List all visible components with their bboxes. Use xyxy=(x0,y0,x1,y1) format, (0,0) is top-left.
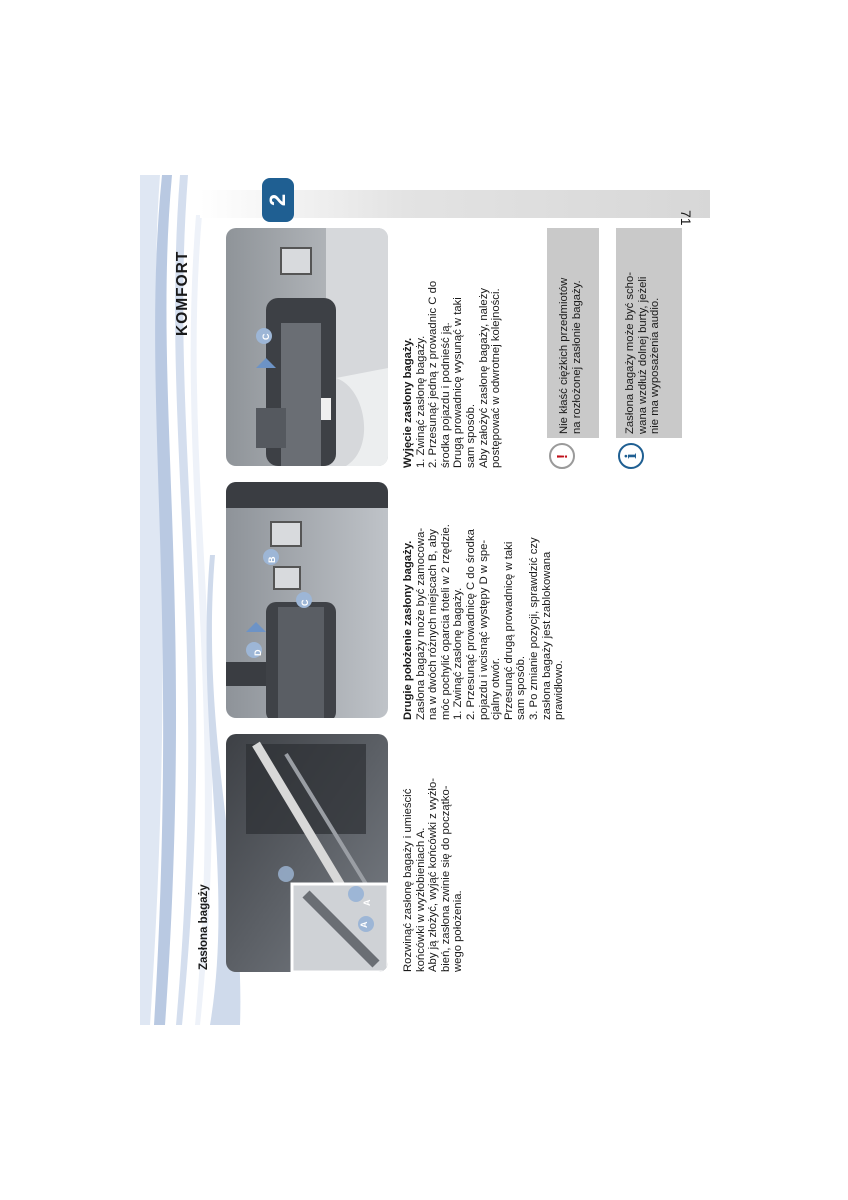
second-position-line: 2. Przesunąć prowadnicę C do środka xyxy=(464,529,477,720)
page-number: 71 xyxy=(678,210,694,226)
label-c: C xyxy=(261,333,271,340)
removal-line: środka pojazdu i podnieść ją. xyxy=(439,322,452,468)
label-c: C xyxy=(300,599,310,606)
label-a: A xyxy=(359,921,369,928)
second-position-line: pojazdu i wcisnąć występy D w spe- xyxy=(477,539,490,720)
label-d: D xyxy=(253,649,263,656)
second-position-line: na w dwóch różnych miejscach B, aby xyxy=(427,529,440,720)
second-position-line: sam sposób. xyxy=(515,655,528,720)
intro-text-block xyxy=(402,732,465,972)
photo-cover-hooks xyxy=(226,734,388,972)
second-position-line: 3. Po zmianie pozycji, sprawdzić czy xyxy=(527,537,540,720)
second-position-line: Zasłona bagaży może być zamocowa- xyxy=(414,527,427,720)
removal-line: 1. Zwinąć zasłonę bagaży. xyxy=(414,335,427,468)
removal-line: postępować w odwrotnej kolejności. xyxy=(490,288,503,468)
intro-line: końcówki w wyżłobieniach A. xyxy=(414,827,427,972)
second-position-line: móc pochylić oparcia foteli w 2 rzędzie. xyxy=(439,524,452,720)
removal-block xyxy=(402,230,503,468)
exclamation-icon: ! xyxy=(549,443,575,469)
intro-line: Rozwinąć zasłonę bagaży i umieścić xyxy=(402,788,414,972)
intro-line: Aby ją złożyć, wyjąć końcówki z wyżło- xyxy=(427,778,440,972)
second-position-line: Przesunąć drugą prowadnicę w taki xyxy=(502,541,515,720)
removal-line: sam sposób. xyxy=(464,403,477,468)
removal-line: Drugą prowadnicę wysunąć w taki xyxy=(452,297,465,468)
intro-line: bień, zasłona zwinie się do początko- xyxy=(439,785,452,972)
second-position-block xyxy=(402,482,566,720)
second-position-line: prawidłowo. xyxy=(553,660,566,720)
second-position-heading: Drugie położenie zasłony bagaży. xyxy=(402,540,414,720)
chapter-badge: 2 xyxy=(262,178,294,222)
removal-heading: Wyjęcie zasłony bagaży. xyxy=(402,337,414,468)
info-line: Zasłona bagaży może być scho- xyxy=(624,271,636,434)
second-position-line: 1. Zwinąć zasłonę bagaży. xyxy=(452,587,465,720)
section-title: Zasłona bagaży xyxy=(198,884,210,970)
warning-line: Nie kłaść ciężkich przedmiotów xyxy=(558,277,570,434)
info-line: nie ma wyposażenia audio. xyxy=(649,297,662,434)
warning-line: na rozłożonej zasłonie bagaży. xyxy=(570,280,583,434)
label-a: A xyxy=(362,899,372,906)
label-b: B xyxy=(267,556,277,563)
warning-note-text xyxy=(558,229,583,434)
second-position-line: zasłona bagaży jest zablokowana xyxy=(540,551,553,720)
info-icon: i xyxy=(618,443,644,469)
removal-line: 2. Przesunąć jedną z prowadnic C do xyxy=(427,280,440,468)
intro-line: wego położenia. xyxy=(452,890,465,972)
removal-line: Aby założyć zasłonę bagaży, należy xyxy=(477,287,490,468)
info-line: wana wzdłuż dolnej burty, jeżeli xyxy=(636,276,649,434)
second-position-line: cjalny otwór. xyxy=(490,657,503,720)
info-note-text xyxy=(624,229,662,434)
photo-removal xyxy=(226,228,388,466)
chapter-title: KOMFORT xyxy=(174,250,191,336)
